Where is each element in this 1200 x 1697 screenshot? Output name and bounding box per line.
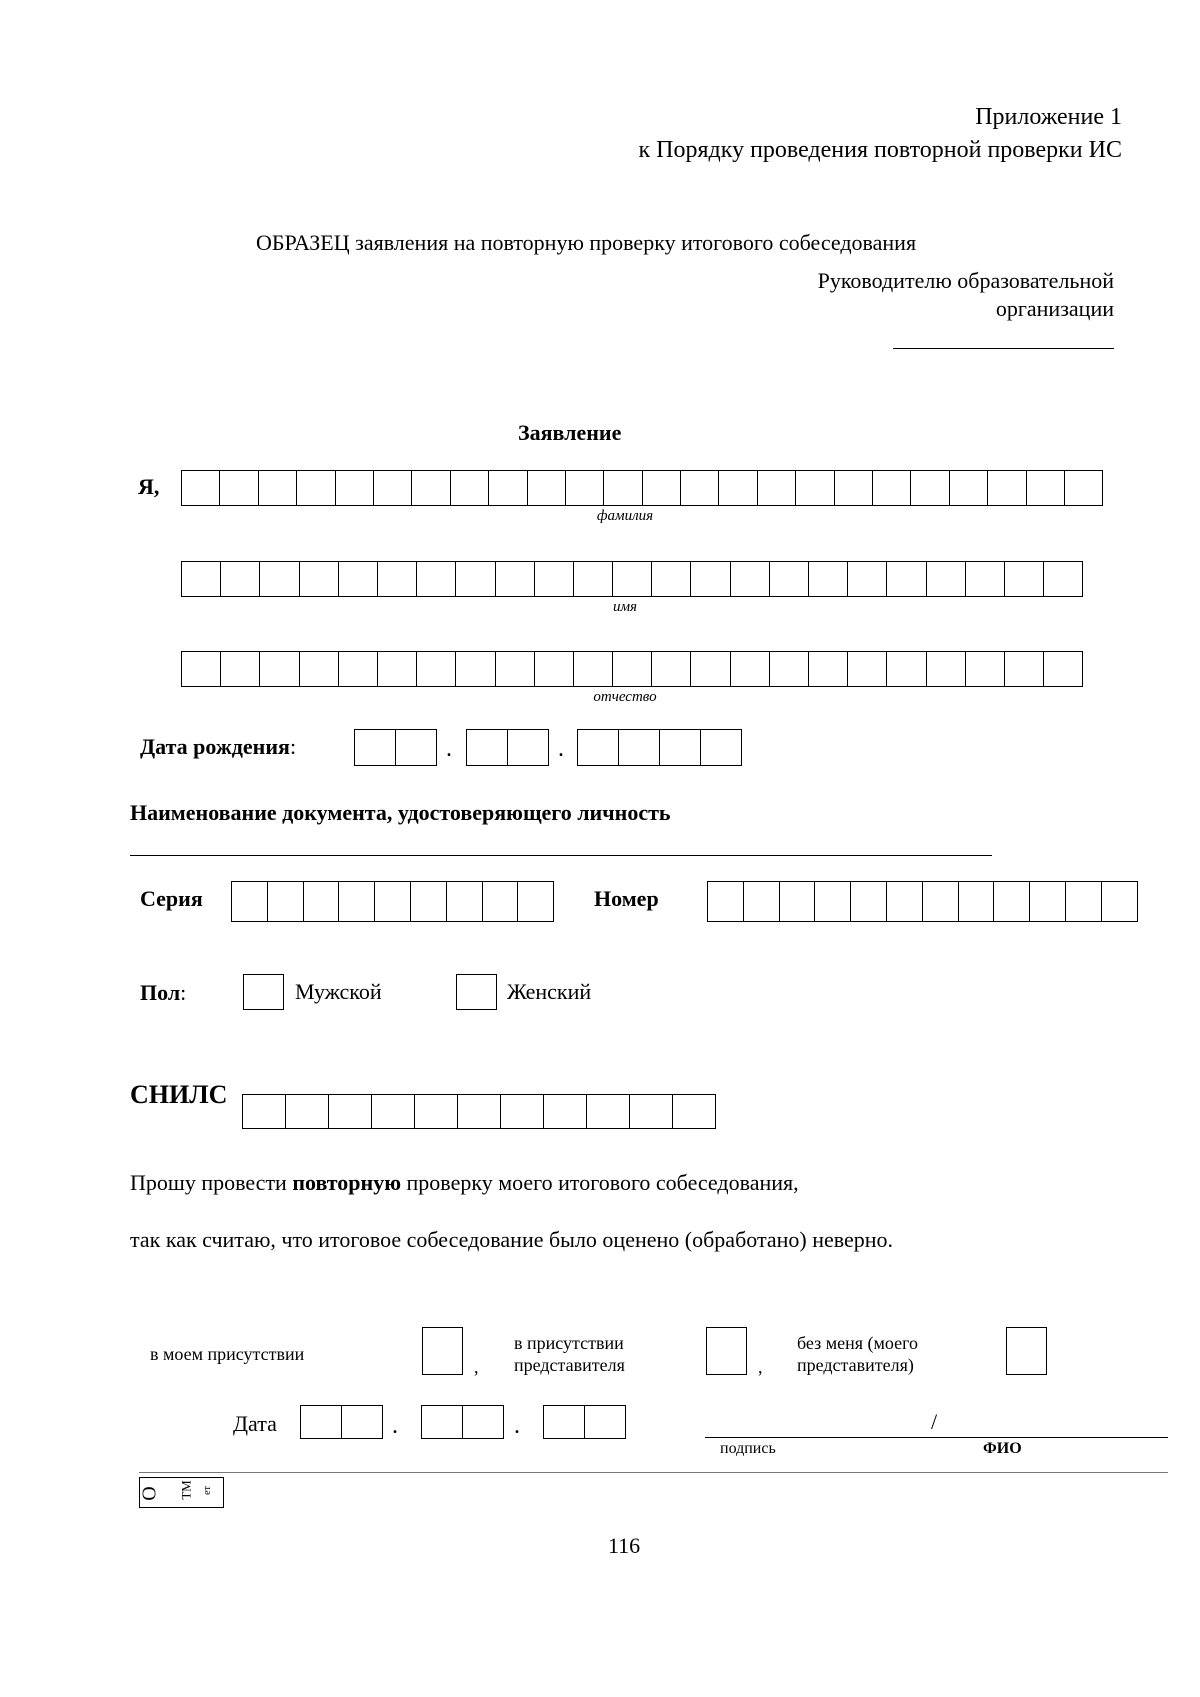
stamp-letter-3: ет — [201, 1486, 213, 1495]
presence-representative-checkbox[interactable] — [706, 1327, 747, 1375]
series-label: Серия — [140, 886, 203, 911]
birth-year-cell[interactable] — [701, 729, 742, 766]
appendix-reference: к Порядку проведения повторной проверки ИС — [638, 137, 1122, 163]
series-cell[interactable] — [268, 881, 304, 922]
snils-cell[interactable] — [501, 1094, 544, 1129]
surname-cell[interactable] — [489, 470, 527, 506]
request-line-1-end: проверку моего итогового собеседования, — [401, 1170, 799, 1195]
surname-cell[interactable] — [950, 470, 988, 506]
snils-label: СНИЛС — [130, 1080, 228, 1109]
snils-cells[interactable] — [242, 1094, 716, 1129]
birth-month-cell[interactable] — [508, 729, 549, 766]
patronymic-caption: отчество — [593, 689, 657, 705]
snils-cell[interactable] — [372, 1094, 415, 1129]
patronymic-cell[interactable] — [300, 651, 339, 687]
request-line-1-bold: повторную — [292, 1170, 402, 1195]
snils-cell[interactable] — [458, 1094, 501, 1129]
number-cell[interactable] — [994, 881, 1030, 922]
birth-day-cell[interactable] — [355, 729, 396, 766]
sign-year-cells[interactable] — [543, 1405, 626, 1439]
birth-date-colon: : — [289, 734, 297, 759]
name-cell[interactable] — [691, 561, 730, 597]
name-cell[interactable] — [731, 561, 770, 597]
surname-cell[interactable] — [259, 470, 297, 506]
number-cell[interactable] — [744, 881, 780, 922]
name-cell[interactable] — [339, 561, 378, 597]
number-cell[interactable] — [780, 881, 816, 922]
name-cell[interactable] — [966, 561, 1005, 597]
name-cell[interactable] — [378, 561, 417, 597]
birth-day-cell[interactable] — [396, 729, 437, 766]
presence-option-representative-1: в присутствии — [514, 1333, 624, 1353]
sign-date-dot-2: . — [514, 1413, 520, 1439]
surname-cell[interactable] — [681, 470, 719, 506]
snils-cell[interactable] — [673, 1094, 716, 1129]
snils-cell[interactable] — [544, 1094, 587, 1129]
number-cells[interactable] — [707, 881, 1138, 922]
snils-cell[interactable] — [286, 1094, 329, 1129]
name-cell[interactable] — [300, 561, 339, 597]
name-cell[interactable] — [809, 561, 848, 597]
birth-year-cell[interactable] — [578, 729, 619, 766]
patronymic-cell[interactable] — [456, 651, 495, 687]
name-cell[interactable] — [456, 561, 495, 597]
patronymic-cell[interactable] — [770, 651, 809, 687]
patronymic-cell[interactable] — [182, 651, 221, 687]
surname-cell[interactable] — [911, 470, 949, 506]
snils-cell[interactable] — [630, 1094, 673, 1129]
number-cell[interactable] — [815, 881, 851, 922]
request-line-1 — [130, 1170, 799, 1196]
sign-month-cell[interactable] — [422, 1405, 463, 1439]
series-cell[interactable] — [483, 881, 519, 922]
snils-cell[interactable] — [329, 1094, 372, 1129]
patronymic-cell[interactable] — [966, 651, 1005, 687]
surname-cell[interactable] — [297, 470, 335, 506]
gender-text: Пол — [140, 980, 181, 1005]
presence-option-self: в моем присутствии — [150, 1344, 305, 1364]
birth-date-text: Дата рождения — [140, 734, 290, 759]
name-cell[interactable] — [260, 561, 299, 597]
surname-cell[interactable] — [220, 470, 258, 506]
sign-month-cells[interactable] — [421, 1405, 504, 1439]
gender-male-checkbox[interactable] — [243, 974, 284, 1010]
patronymic-cell[interactable] — [927, 651, 966, 687]
number-cell[interactable] — [851, 881, 887, 922]
patronymic-cell[interactable] — [339, 651, 378, 687]
series-cell[interactable] — [304, 881, 340, 922]
patronymic-cell[interactable] — [221, 651, 260, 687]
surname-cell[interactable] — [988, 470, 1026, 506]
footer-rule — [139, 1472, 1168, 1473]
patronymic-cell[interactable] — [887, 651, 926, 687]
document-title: ОБРАЗЕЦ заявления на повторную проверку итогового собеседования — [256, 230, 917, 255]
name-cell[interactable] — [652, 561, 691, 597]
gender-female-label: Женский — [507, 979, 592, 1004]
birth-date-label — [140, 734, 296, 760]
surname-cell[interactable] — [1065, 470, 1103, 506]
surname-caption: фамилия — [596, 508, 654, 524]
prefix-ya: Я, — [138, 474, 160, 499]
presence-option-absent-2: представителя) — [797, 1355, 914, 1375]
birth-date-dot-1: . — [446, 736, 452, 762]
patronymic-cell[interactable] — [378, 651, 417, 687]
patronymic-cell[interactable] — [496, 651, 535, 687]
request-line-2: так как считаю, что итоговое собеседование было оценено (обработано) неверно. — [130, 1227, 894, 1252]
birth-year-cell[interactable] — [660, 729, 701, 766]
number-cell[interactable] — [708, 881, 744, 922]
stamp-letter-2: ТМ — [178, 1480, 194, 1500]
birth-month-cells[interactable] — [466, 729, 549, 766]
patronymic-cell[interactable] — [535, 651, 574, 687]
patronymic-cell[interactable] — [731, 651, 770, 687]
name-cell[interactable] — [613, 561, 652, 597]
birth-year-cells[interactable] — [577, 729, 742, 766]
presence-comma-1: , — [474, 1357, 479, 1377]
form-title: Заявление — [518, 420, 622, 445]
birth-day-cells[interactable] — [354, 729, 437, 766]
name-cell[interactable] — [770, 561, 809, 597]
surname-cell[interactable] — [643, 470, 681, 506]
signature-caption: подпись — [720, 1440, 776, 1457]
request-line-1-start: Прошу провести — [130, 1170, 293, 1195]
presence-option-absent-1: без меня (моего — [797, 1333, 919, 1353]
patronymic-cell[interactable] — [848, 651, 887, 687]
presence-self-checkbox[interactable] — [422, 1327, 463, 1375]
sign-month-cell[interactable] — [463, 1405, 504, 1439]
surname-cell[interactable] — [796, 470, 834, 506]
name-cell[interactable] — [182, 561, 221, 597]
stamp-fragment — [139, 1477, 224, 1508]
sign-day-cells[interactable] — [300, 1405, 383, 1439]
name-cell[interactable] — [496, 561, 535, 597]
id-document-label: Наименование документа, удостоверяющего личность — [130, 800, 671, 825]
name-cell[interactable] — [574, 561, 613, 597]
series-cell[interactable] — [411, 881, 447, 922]
name-cell[interactable] — [927, 561, 966, 597]
sign-day-cell[interactable] — [301, 1405, 342, 1439]
birth-year-cell[interactable] — [619, 729, 660, 766]
number-cell[interactable] — [1102, 881, 1138, 922]
patronymic-cell[interactable] — [691, 651, 730, 687]
surname-cell[interactable] — [1027, 470, 1065, 506]
sign-date-dot-1: . — [392, 1413, 398, 1439]
birth-date-dot-2: . — [558, 736, 564, 762]
gender-male-label: Мужской — [295, 979, 382, 1004]
appendix-label: Приложение 1 — [975, 104, 1122, 130]
gender-female-checkbox[interactable] — [456, 974, 497, 1010]
presence-absent-checkbox[interactable] — [1006, 1327, 1047, 1375]
patronymic-cell[interactable] — [1044, 651, 1083, 687]
addressee-name-line[interactable] — [893, 348, 1114, 349]
series-cell[interactable] — [339, 881, 375, 922]
surname-cell[interactable] — [336, 470, 374, 506]
surname-cell[interactable] — [451, 470, 489, 506]
number-cell[interactable] — [1030, 881, 1066, 922]
number-cell[interactable] — [959, 881, 995, 922]
name-cell[interactable] — [221, 561, 260, 597]
name-cell[interactable] — [887, 561, 926, 597]
addressee-line-2: организации — [995, 296, 1114, 321]
patronymic-cell[interactable] — [613, 651, 652, 687]
number-label: Номер — [594, 886, 659, 911]
snils-cell[interactable] — [243, 1094, 286, 1129]
sign-year-cell[interactable] — [585, 1405, 626, 1439]
name-cell[interactable] — [1044, 561, 1083, 597]
addressee-line-1: Руководителю образовательной — [817, 268, 1114, 293]
patronymic-cell[interactable] — [574, 651, 613, 687]
presence-option-representative-2: представителя — [514, 1355, 625, 1375]
surname-cells[interactable] — [181, 470, 1103, 506]
birth-month-cell[interactable] — [467, 729, 508, 766]
surname-cell[interactable] — [412, 470, 450, 506]
gender-colon: : — [180, 980, 187, 1005]
snils-cell[interactable] — [415, 1094, 458, 1129]
patronymic-cells[interactable] — [181, 651, 1083, 687]
series-cells[interactable] — [231, 881, 554, 922]
patronymic-cell[interactable] — [652, 651, 691, 687]
series-cell[interactable] — [232, 881, 268, 922]
patronymic-cell[interactable] — [260, 651, 299, 687]
series-cell[interactable] — [447, 881, 483, 922]
signature-line[interactable] — [705, 1437, 1168, 1438]
sign-day-cell[interactable] — [342, 1405, 383, 1439]
page-number: 116 — [608, 1533, 641, 1558]
name-cells[interactable] — [181, 561, 1083, 597]
name-cell[interactable] — [417, 561, 456, 597]
sign-date-label: Дата — [233, 1411, 277, 1436]
signature-slash: / — [931, 1409, 938, 1434]
presence-comma-2: , — [758, 1357, 763, 1377]
stamp-letter-1: О — [138, 1486, 161, 1501]
series-cell[interactable] — [375, 881, 411, 922]
surname-cell[interactable] — [758, 470, 796, 506]
surname-cell[interactable] — [566, 470, 604, 506]
number-cell[interactable] — [887, 881, 923, 922]
id-document-line[interactable] — [130, 855, 992, 856]
name-cell[interactable] — [1005, 561, 1044, 597]
surname-cell[interactable] — [182, 470, 220, 506]
series-cell[interactable] — [518, 881, 554, 922]
number-cell[interactable] — [1066, 881, 1102, 922]
patronymic-cell[interactable] — [809, 651, 848, 687]
patronymic-cell[interactable] — [1005, 651, 1044, 687]
name-cell[interactable] — [535, 561, 574, 597]
sign-year-cell[interactable] — [544, 1405, 585, 1439]
name-cell[interactable] — [848, 561, 887, 597]
surname-cell[interactable] — [835, 470, 873, 506]
fio-caption: ФИО — [983, 1440, 1022, 1457]
surname-cell[interactable] — [873, 470, 911, 506]
number-cell[interactable] — [923, 881, 959, 922]
surname-cell[interactable] — [719, 470, 757, 506]
surname-cell[interactable] — [604, 470, 642, 506]
name-caption: имя — [612, 599, 638, 615]
surname-cell[interactable] — [528, 470, 566, 506]
surname-cell[interactable] — [374, 470, 412, 506]
patronymic-cell[interactable] — [417, 651, 456, 687]
snils-cell[interactable] — [587, 1094, 630, 1129]
gender-label — [140, 980, 186, 1006]
